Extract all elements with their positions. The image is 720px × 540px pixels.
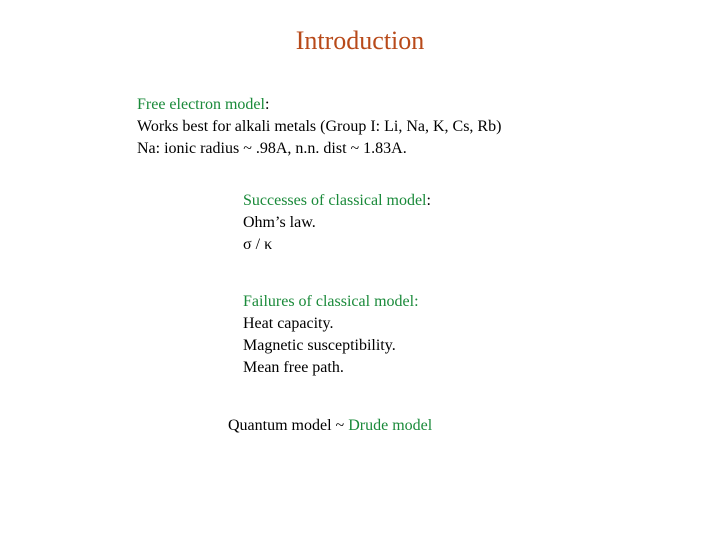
free-electron-heading-line	[137, 94, 501, 116]
quantum-model-line	[228, 415, 432, 437]
successes-heading-line	[243, 190, 431, 212]
successes-heading-colon: :	[426, 192, 431, 209]
failures-item-magnetic-susceptibility: Magnetic susceptibility.	[243, 337, 396, 354]
successes-section	[243, 190, 431, 256]
free-electron-heading-colon: :	[264, 96, 270, 113]
drude-model-label: Drude model	[348, 417, 433, 434]
failures-item-heat-capacity: Heat capacity.	[243, 315, 334, 332]
failures-section	[243, 291, 419, 379]
sodium-radius-line: Na: ionic radius ~ .98A, n.n. dist ~ 1.83A.	[137, 140, 407, 157]
free-electron-heading: Free electron model	[137, 96, 265, 113]
successes-item-sigma-kappa: σ / κ	[243, 236, 273, 253]
quantum-model-prefix: Quantum model ~	[228, 417, 349, 434]
page-title: Introduction	[295, 26, 425, 55]
failures-heading: Failures of classical model:	[243, 293, 419, 310]
failures-item-mean-free-path: Mean free path.	[243, 359, 344, 376]
alkali-metals-line: Works best for alkali metals (Group I: Li, Na, K, Cs, Rb)	[137, 118, 502, 135]
successes-item-ohms-law: Ohm’s law.	[243, 214, 316, 231]
successes-heading: Successes of classical model	[243, 192, 427, 209]
free-electron-section	[137, 94, 501, 160]
